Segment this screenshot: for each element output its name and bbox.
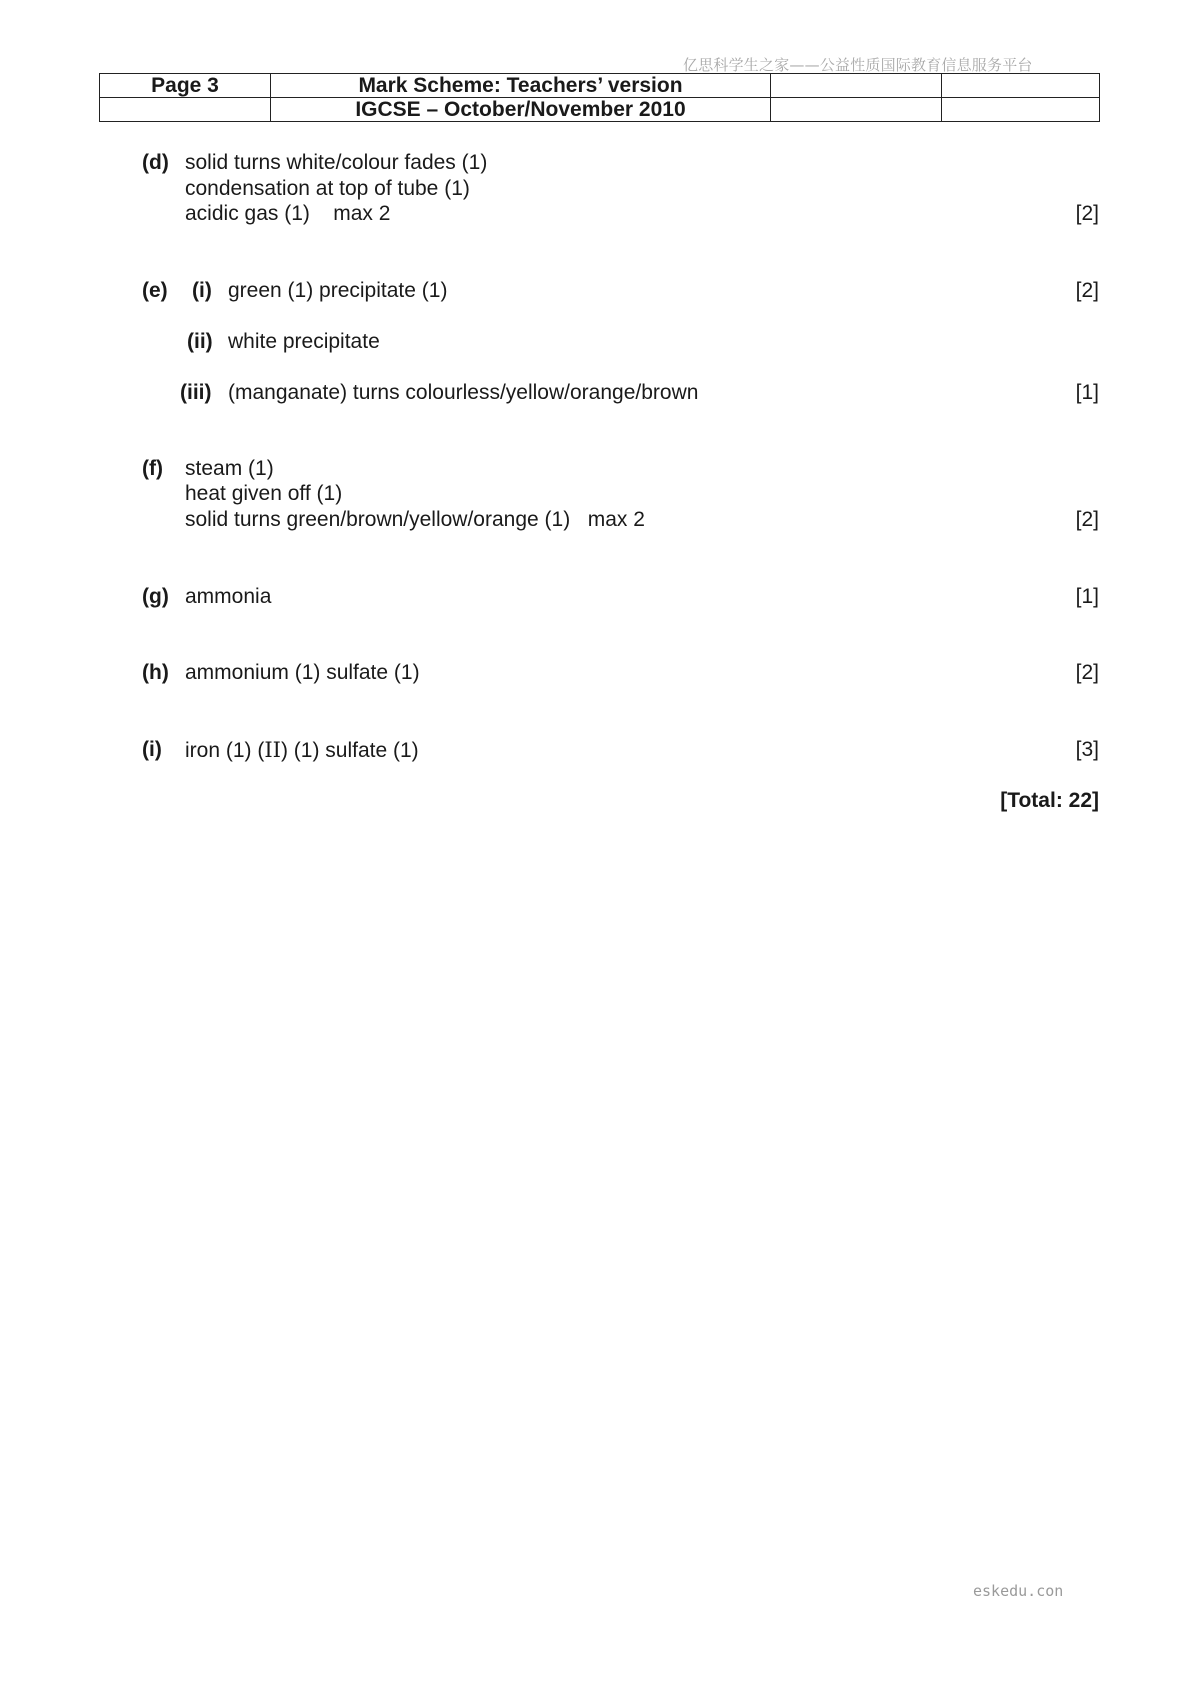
answer-text: ) (1) sulfate (1) <box>280 739 419 762</box>
mark-allocation: [1] <box>1075 381 1099 404</box>
watermark-bottom: eskedu.con <box>973 1582 1064 1600</box>
mark-allocation: [2] <box>1075 661 1099 684</box>
question-label-d: (d) <box>142 151 169 174</box>
header-row-1 <box>100 74 1100 98</box>
header-empty-cell <box>100 98 271 122</box>
question-label-i: (i) <box>142 738 162 761</box>
answer-line: solid turns green/brown/yellow/orange (1) max 2 <box>185 508 645 531</box>
answer-line: ammonia <box>185 585 272 608</box>
header-empty-cell <box>771 98 942 122</box>
subpart-label-i: (i) <box>192 279 212 302</box>
mark-allocation: [2] <box>1075 508 1099 531</box>
answer-line: acidic gas (1) max 2 <box>185 202 391 225</box>
mark-allocation: [3] <box>1075 738 1099 761</box>
answer-line: heat given off (1) <box>185 482 343 505</box>
subpart-label-iii: (iii) <box>180 381 212 404</box>
header-empty-cell <box>771 74 942 98</box>
mark-allocation: [2] <box>1075 202 1099 225</box>
subpart-label-ii: (ii) <box>187 330 213 353</box>
document-title: Mark Scheme: Teachers’ version <box>271 74 771 98</box>
answer-line: ammonium (1) sulfate (1) <box>185 661 420 684</box>
answer-line: (manganate) turns colourless/yellow/orange/brown <box>228 381 699 404</box>
answer-line: green (1) precipitate (1) <box>228 279 448 302</box>
exam-session: IGCSE – October/November 2010 <box>271 98 771 122</box>
header-table <box>99 73 1100 122</box>
header-empty-cell <box>942 98 1100 122</box>
header-empty-cell <box>942 74 1100 98</box>
watermark-top: 亿思科学生之家——公益性质国际教育信息服务平台 <box>683 56 1033 74</box>
answer-line: steam (1) <box>185 457 274 480</box>
mark-allocation: [2] <box>1075 279 1099 302</box>
answer-line: solid turns white/colour fades (1) <box>185 151 488 174</box>
page-number: Page 3 <box>100 74 271 98</box>
total-marks: [Total: 22] <box>1000 789 1099 812</box>
answer-line: white precipitate <box>228 330 380 353</box>
question-label-f: (f) <box>142 457 163 480</box>
answer-text: iron (1) ( <box>185 739 265 762</box>
header-row-2 <box>100 98 1100 122</box>
mark-allocation: [1] <box>1075 585 1099 608</box>
question-label-e: (e) <box>142 279 168 302</box>
answer-line <box>185 737 419 764</box>
question-label-h: (h) <box>142 661 169 684</box>
roman-numeral: II <box>264 738 281 762</box>
question-label-g: (g) <box>142 585 169 608</box>
answer-line: condensation at top of tube (1) <box>185 177 470 200</box>
